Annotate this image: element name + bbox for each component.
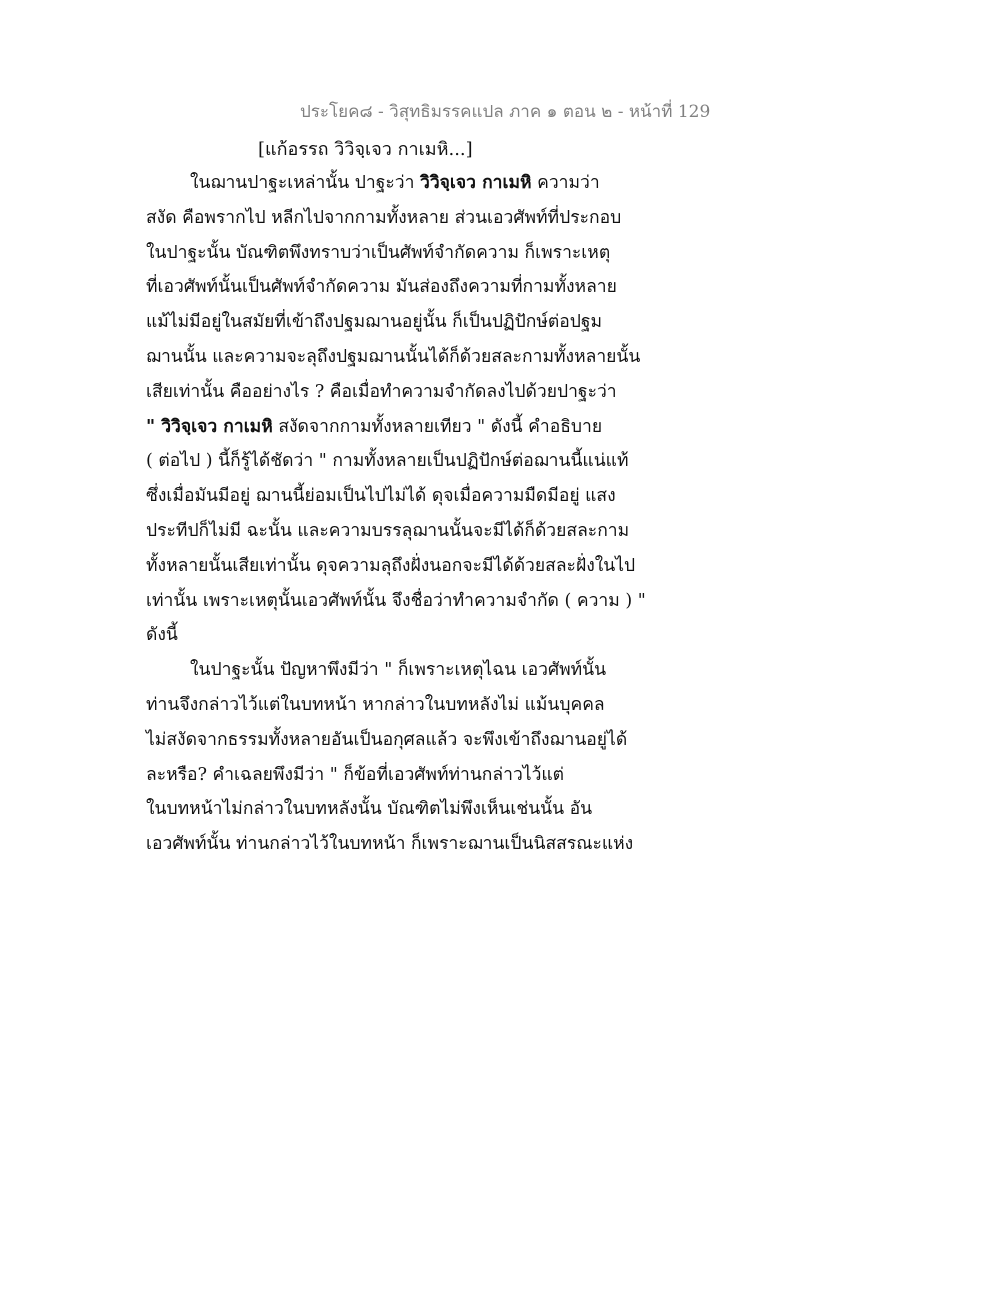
paragraph-first-line <box>146 653 626 688</box>
text-segment: ในปาฐะนั้น ปัญหาพึงมีว่า " ก็เพราะเหตุไฉน เอวศัพท์นั้น <box>190 660 607 681</box>
text-segment: สงัด คือพรากไป หลีกไปจากกามทั้งหลาย ส่วนเอวศัพท์ที่ประกอบ <box>146 207 622 228</box>
paragraph-line <box>146 236 626 271</box>
text-segment: ที่เอวศัพท์นั้นเป็นศัพท์จำกัดความ มันส่องถึงความที่กามทั้งหลาย <box>146 277 617 298</box>
paragraph-line <box>146 340 641 375</box>
paragraph-line <box>146 618 626 653</box>
text-segment: สงัดจากกามทั้งหลายเทียว " ดังนี้ คำอธิบาย <box>272 416 603 437</box>
paragraph-line <box>146 758 626 793</box>
paragraph-line <box>146 479 626 514</box>
text-segment: ฌานนั้น และความจะลุถึงปฐมฌานนั้นได้ก็ด้วยสละกามทั้งหลายนั้น <box>146 346 641 367</box>
paragraph-line <box>146 688 626 723</box>
paragraph-line <box>146 584 646 619</box>
text-segment: แม้ไม่มีอยู่ในสมัยที่เข้าถึงปฐมฌานอยู่นั้น ก็เป็นปฏิปักษ์ต่อปฐม <box>146 312 603 333</box>
paragraph-line <box>146 375 626 410</box>
paragraph-line <box>146 444 629 479</box>
bold-pali-phrase: " วิวิจฺเจว กาเมหิ <box>146 416 273 437</box>
paragraph-line <box>146 723 626 758</box>
paragraph-first-line <box>146 166 626 201</box>
text-segment: เท่านั้น เพราะเหตุนั้นเอวศัพท์นั้น จึงชื่อว่าทำความจำกัด ( ความ ) " <box>146 590 646 611</box>
text-segment: ไม่สงัดจากธรรมทั้งหลายอันเป็นอกุศลแล้ว จะพึงเข้าถึงฌานอยู่ได้ <box>146 729 628 750</box>
paragraph-line <box>146 549 636 584</box>
text-segment: เสียเท่านั้น คืออย่างไร ? คือเมื่อทำความจำกัดลงไปด้วยปาฐะว่า <box>146 381 617 402</box>
text-segment: ในปาฐะนั้น บัณฑิตพึงทราบว่าเป็นศัพท์จำกัดความ ก็เพราะเหตุ <box>146 242 611 263</box>
paragraph-line <box>146 305 626 340</box>
section-heading: [แก้อรรถ วิวิจฺเจว กาเมหิ...] <box>258 139 473 160</box>
text-segment: เอวศัพท์นั้น ท่านกล่าวไว้ในบทหน้า ก็เพราะฌานเป็นนิสสรณะแห่ง <box>146 834 634 855</box>
text-segment: ในฌานปาฐะเหล่านั้น ปาฐะว่า <box>190 173 421 193</box>
body-text <box>146 166 646 862</box>
running-header: ประโยค๘ - วิสุทธิมรรคแปล ภาค ๑ ตอน ๒ - หน้าที่ 129 <box>300 102 711 122</box>
paragraph-line <box>146 410 626 445</box>
paragraph-line <box>146 270 626 305</box>
text-segment: ซึ่งเมื่อมันมีอยู่ ฌานนี้ย่อมเป็นไปไม่ได้ ดุจเมื่อความมืดมีอยู่ แสง <box>146 486 616 507</box>
text-segment: ในบทหน้าไม่กล่าวในบทหลังนั้น บัณฑิตไม่พึงเห็นเช่นนั้น อัน <box>146 799 593 820</box>
text-segment: ละหรือ? คำเฉลยพึงมีว่า " ก็ข้อที่เอวศัพท์ท่านกล่าวไว้แต่ <box>146 764 565 785</box>
paragraph-line <box>146 201 626 236</box>
text-segment: ท่านจึงกล่าวไว้แต่ในบทหน้า หากล่าวในบทหลังไม่ แม้นบุคคล <box>146 694 605 715</box>
text-segment: ความว่า <box>531 173 600 193</box>
text-segment: ( ต่อไป ) นี้ก็รู้ได้ชัดว่า " กามทั้งหลายเป็นปฏิปักษ์ต่อฌานนี้แน่แท้ <box>146 451 629 472</box>
text-segment: ทั้งหลายนั้นเสียเท่านั้น ดุจความลุถึงฝั่งนอกจะมีได้ด้วยสละฝั่งในไป <box>146 555 636 576</box>
paragraph-line <box>146 514 630 549</box>
bold-pali-phrase: วิวิจฺเจว กาเมหิ <box>420 173 532 193</box>
paragraph-line <box>146 792 626 827</box>
paragraph-line <box>146 827 634 862</box>
text-segment: ดังนี้ <box>146 625 178 646</box>
text-segment: ประทีปก็ไม่มี ฉะนั้น และความบรรลุฌานนั้นจะมีได้ก็ด้วยสละกาม <box>146 520 630 541</box>
